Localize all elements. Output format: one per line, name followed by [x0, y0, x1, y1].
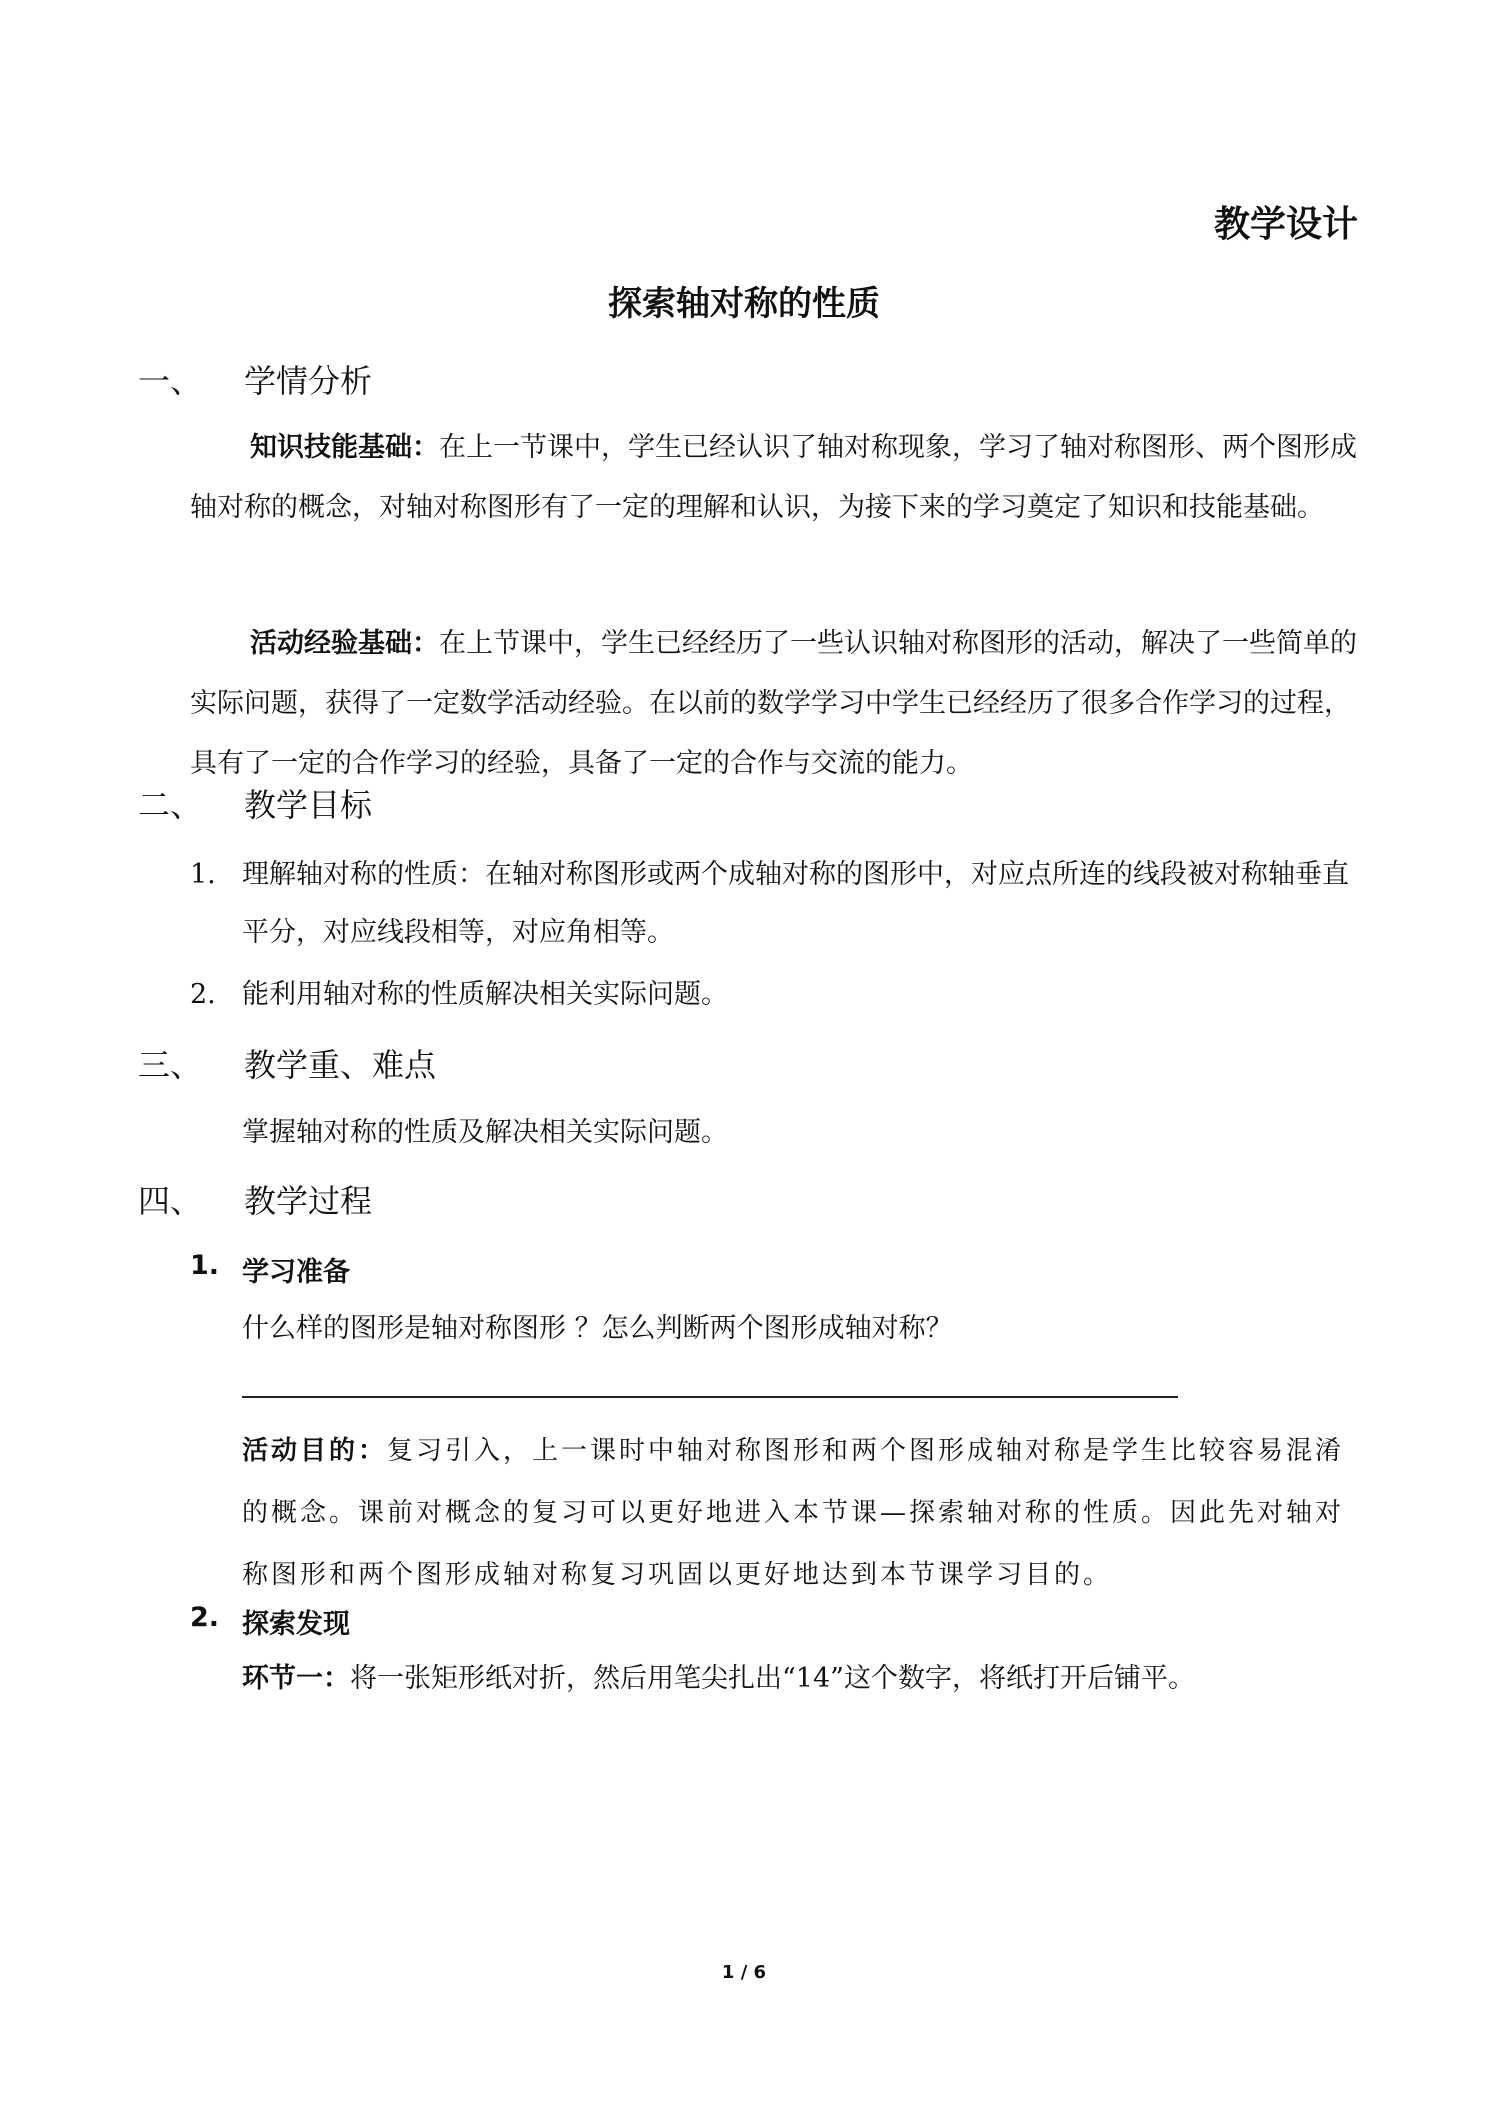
knowledge-skill-lead: 知识技能基础：: [250, 432, 439, 463]
activity-experience-text: 在上节课中，学生已经经历了一些认识轴对称图形的活动，解决了一些简单的实际问题，获得了一定数学活动经验。在以前的数学学习中学生已经经历了很多合作学习的过程，具有了一定的合作学习的经验，具备了一定的合作与交流的能力。: [190, 628, 1357, 779]
step-title: 探索发现: [242, 1609, 350, 1640]
step-title: 学习准备: [242, 1257, 350, 1288]
section-title: 教学过程: [244, 1182, 373, 1220]
goal-item: [190, 846, 1358, 962]
activity-experience-lead: 活动经验基础：: [250, 628, 439, 659]
section-title: 学情分析: [244, 362, 373, 400]
document-type-label: 教学设计: [1213, 204, 1358, 245]
step-heading-preparation: [190, 1250, 350, 1289]
stage-one-text: 将一张矩形纸对折，然后用笔尖扎出“14”这个数字，将纸打开后铺平。: [350, 1663, 1195, 1694]
goal-item: [190, 966, 1358, 1024]
section-number: 二、: [138, 786, 203, 824]
stage-one-paragraph: [242, 1656, 1195, 1695]
goal-number: 2.: [190, 979, 216, 1010]
section-heading-analysis: [138, 356, 372, 402]
answer-blank-line: [242, 1396, 1178, 1398]
key-points-text: 掌握轴对称的性质及解决相关实际问题。: [242, 1117, 728, 1148]
goal-text: 理解轴对称的性质：在轴对称图形或两个成轴对称的图形中，对应点所连的线段被对称轴垂直平分，对应线段相等，对应角相等。: [242, 859, 1349, 948]
knowledge-skill-paragraph: [190, 418, 1358, 538]
section-title: 教学目标: [244, 786, 373, 824]
section-number: 三、: [138, 1046, 203, 1084]
section-heading-goals: [138, 780, 372, 826]
knowledge-skill-text: 在上一节课中，学生已经认识了轴对称现象，学习了轴对称图形、两个图形成轴对称的概念，对轴对称图形有了一定的理解和认识，为接下来的学习奠定了知识和技能基础。: [190, 432, 1357, 523]
step-heading-exploration: [190, 1602, 350, 1641]
document-title: 探索轴对称的性质: [608, 284, 880, 324]
activity-experience-paragraph: [190, 614, 1358, 794]
section-number: 四、: [138, 1182, 203, 1220]
goal-number: 1.: [190, 859, 216, 890]
activity-purpose-text: 复习引入，上一课时中轴对称图形和两个图形成轴对称是学生比较容易混淆的概念。课前对概念的复习可以更好地进入本节课—探索轴对称的性质。因此先对轴对称图形和两个图形成轴对称复习巩固以更好地达到本节课学习目的。: [242, 1436, 1345, 1590]
section-title: 教学重、难点: [244, 1046, 437, 1084]
step-number: 1.: [190, 1250, 220, 1281]
activity-purpose-paragraph: [242, 1420, 1358, 1606]
activity-purpose-lead: 活动目的：: [242, 1436, 388, 1466]
page-number: 1 / 6: [721, 1962, 767, 1983]
section-number: 一、: [138, 362, 203, 400]
goal-text: 能利用轴对称的性质解决相关实际问题。: [242, 979, 728, 1010]
section-heading-process: [138, 1176, 372, 1222]
step-number: 2.: [190, 1602, 220, 1633]
preparation-question: 什么样的图形是轴对称图形 ？怎么判断两个图形成轴对称？: [242, 1313, 953, 1344]
section-heading-key-points: [138, 1040, 436, 1086]
stage-one-lead: 环节一：: [242, 1663, 350, 1694]
